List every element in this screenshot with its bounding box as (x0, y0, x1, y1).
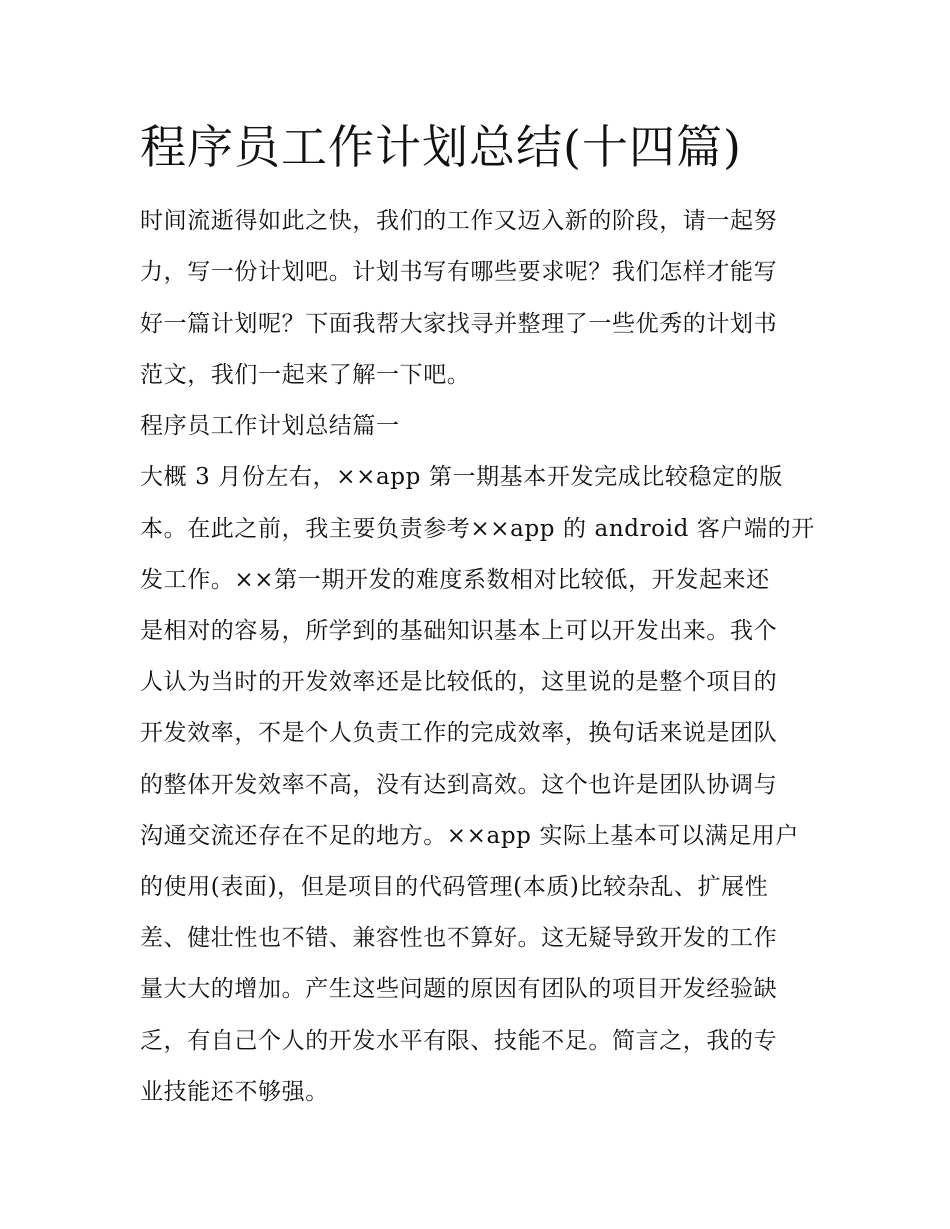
intro-line: 范文，我们一起来了解一下吧。 (140, 362, 471, 388)
intro-line: 力，写一份计划吧。计划书写有哪些要求呢？我们怎样才能写 (140, 259, 778, 285)
body-line: 开发效率，不是个人负责工作的完成效率，换句话来说是团队 (140, 720, 778, 746)
body-line: 的整体开发效率不高，没有达到高效。这个也许是团队协调与 (140, 772, 778, 798)
document-title: 程序员工作计划总结(十四篇) (140, 120, 742, 174)
body-line: 量大大的增加。产生这些问题的原因有团队的项目开发经验缺 (140, 976, 778, 1002)
body-line: 的使用(表面)，但是项目的代码管理(本质)比较杂乱、扩展性 (140, 874, 769, 900)
intro-line: 好一篇计划呢？下面我帮大家找寻并整理了一些优秀的计划书 (140, 311, 778, 337)
body-line: 业技能还不够强。 (140, 1079, 329, 1105)
body-line: 人认为当时的开发效率还是比较低的，这里说的是整个项目的 (140, 669, 778, 695)
body-line: 沟通交流还存在不足的地方。××app 实际上基本可以满足用户 (140, 823, 800, 849)
body-line: 乏，有自己个人的开发水平有限、技能不足。简言之，我的专 (140, 1028, 778, 1054)
body-line: 发工作。××第一期开发的难度系数相对比较低，开发起来还 (140, 567, 770, 593)
body-line: 大概 3 月份左右，××app 第一期基本开发完成比较稳定的版 (140, 464, 783, 490)
body-line: 是相对的容易，所学到的基础知识基本上可以开发出来。我个 (140, 618, 778, 644)
body-line: 本。在此之前，我主要负责参考××app 的 android 客户端的开 (140, 516, 815, 542)
body-line: 差、健壮性也不错、兼容性也不算好。这无疑导致开发的工作 (140, 925, 778, 951)
section-heading: 程序员工作计划总结篇一 (140, 413, 400, 439)
intro-line: 时间流逝得如此之快，我们的工作又迈入新的阶段，请一起努 (140, 208, 778, 234)
